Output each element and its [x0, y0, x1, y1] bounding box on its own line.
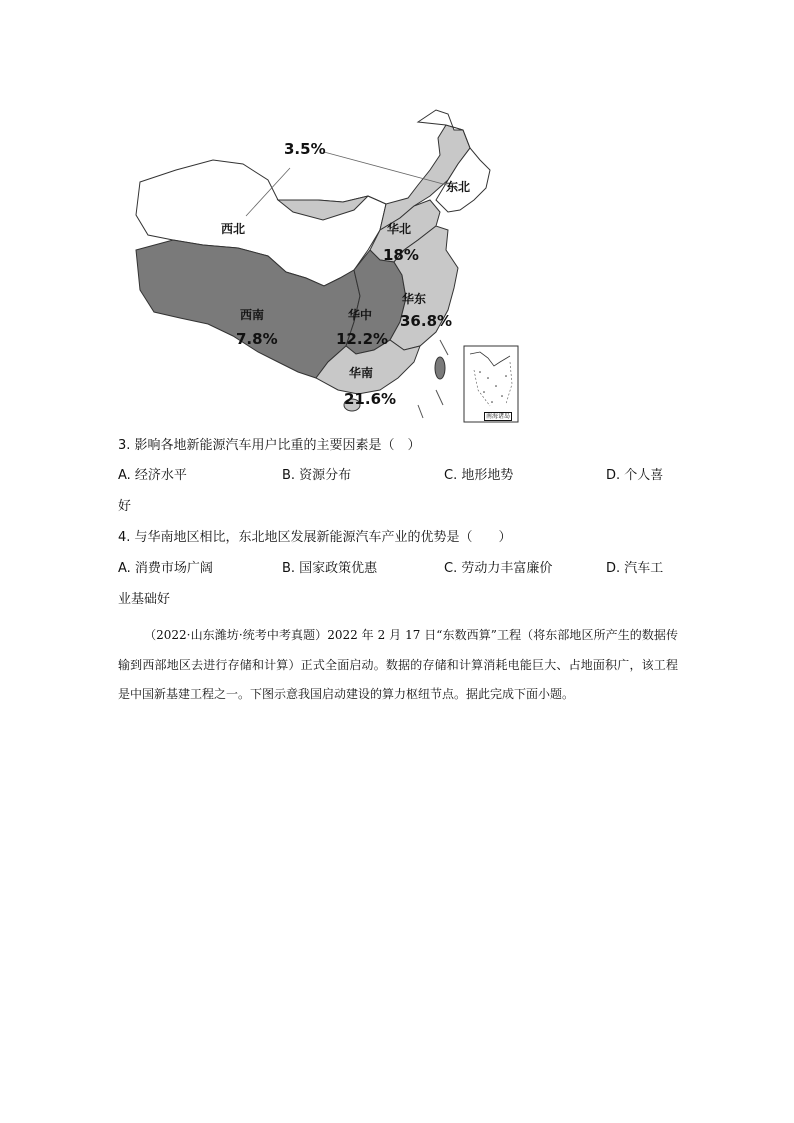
region-label-northeast: 东北	[446, 180, 471, 194]
region-pct-north: 18%	[383, 246, 419, 264]
inset-box	[464, 346, 518, 422]
question-4-stem: 4. 与华南地区相比，东北地区发展新能源汽车产业的优势是（ ）	[118, 530, 512, 545]
passage-paragraph	[118, 621, 678, 710]
question-3-option-b[interactable]: B. 资源分布	[282, 468, 352, 483]
callout-pct-label: 3.5%	[284, 140, 326, 158]
region-label-east: 华东	[402, 292, 427, 306]
region-pct-east: 36.8%	[400, 312, 453, 330]
region-label-south: 华南	[349, 366, 374, 380]
region-pct-south: 21.6%	[344, 390, 397, 408]
question-3-stem: 3. 影响各地新能源汽车用户比重的主要因素是（ ）	[118, 438, 421, 453]
region-label-northwest: 西北	[221, 222, 246, 236]
question-4-option-c[interactable]: C. 劳动力丰富廉价	[444, 561, 553, 576]
question-3-option-c[interactable]: C. 地形地势	[444, 468, 514, 483]
passage-text: （2022·山东潍坊·统考中考真题）2022 年 2 月 17 日“东数西算”工程（将东部地区所产生的数据传输到西部地区去进行存储和计算）正式全面启动。数据的存储和计算消耗电能巨大、占地面积广，该工程是中国新基建工程之一。下图示意我国启动建设的算力枢纽节点。据此完成下面小题。	[118, 628, 678, 701]
question-4-option-b[interactable]: B. 国家政策优惠	[282, 561, 378, 576]
region-label-north: 华北	[387, 222, 412, 236]
question-4-option-d[interactable]: D. 汽车工	[606, 561, 664, 576]
china-region-map	[118, 100, 528, 430]
region-pct-central: 12.2%	[336, 330, 389, 348]
question-3-option-d[interactable]: D. 个人喜	[606, 468, 664, 483]
question-3-option-d-continuation: 好	[118, 499, 132, 514]
question-4-option-d-continuation: 业基础好	[118, 592, 171, 607]
inset-caption: 南海诸岛	[486, 413, 511, 420]
region-pct-southwest: 7.8%	[236, 330, 278, 348]
region-label-southwest: 西南	[240, 308, 265, 322]
region-label-central: 华中	[348, 308, 373, 322]
taiwan-island	[435, 357, 445, 379]
question-4-option-a[interactable]: A. 消费市场广阔	[118, 561, 213, 576]
sea-boundary	[418, 340, 448, 418]
question-3-option-a[interactable]: A. 经济水平	[118, 468, 187, 483]
